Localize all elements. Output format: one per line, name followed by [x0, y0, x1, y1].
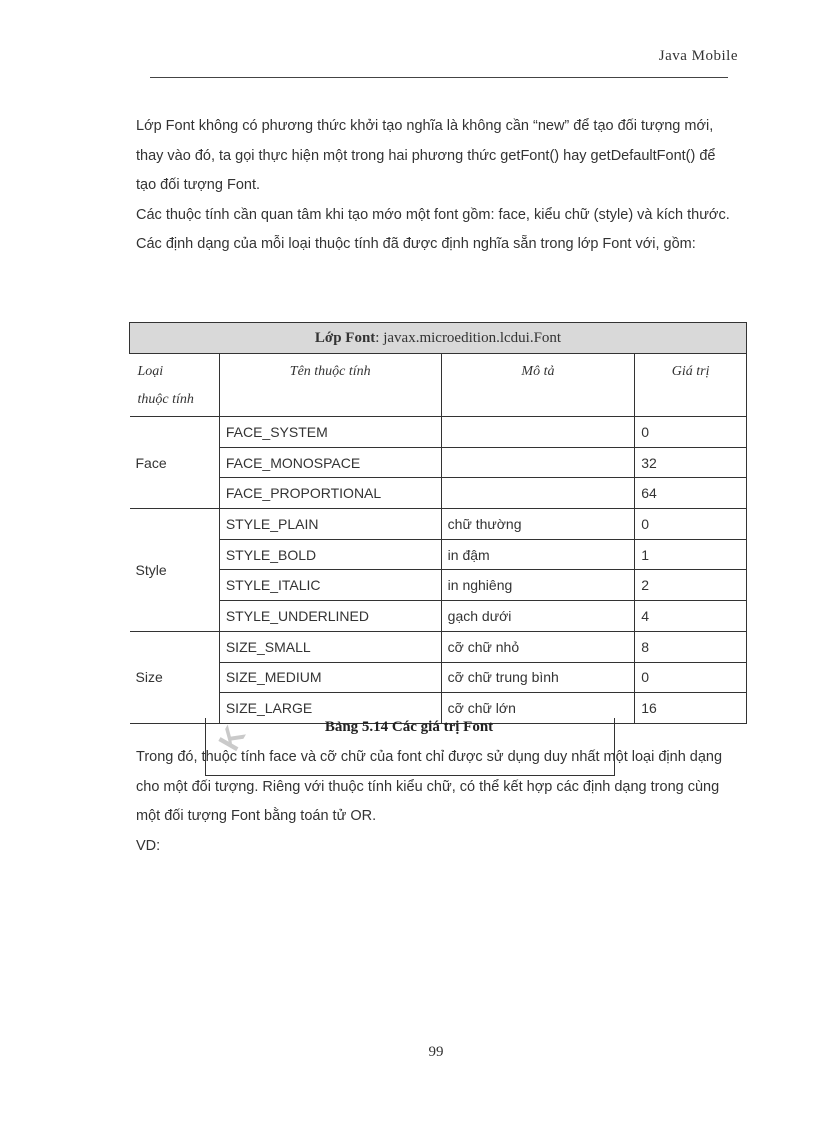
header-rule [150, 77, 728, 78]
cell-name: SIZE_SMALL [219, 631, 441, 662]
cell-name: FACE_SYSTEM [219, 417, 441, 448]
cell-value: 32 [635, 447, 747, 478]
cell-name: SIZE_LARGE [219, 693, 441, 724]
cell-value: 0 [635, 417, 747, 448]
cell-value: 2 [635, 570, 747, 601]
table-title-class: Lớp Font [314, 329, 376, 346]
cell-value: 1 [635, 539, 747, 570]
group-type-style: Style [130, 509, 220, 632]
header-value: Giá trị [635, 354, 747, 417]
table-row [130, 539, 747, 570]
table-row [130, 417, 747, 448]
table-row [130, 478, 747, 509]
after-paragraph-1: Trong đó, thuộc tính face và cỡ chữ của font chỉ được sử dụng duy nhất một loại định dạng cho một đối tượng. Riêng với thuộc tính kiểu chữ, có thể kết hợp các định dạng trong cùng một đối tượng Font bằng toán tử OR. [136, 749, 723, 824]
header-type-line2: thuộc tính [137, 392, 194, 407]
cell-value: 8 [635, 631, 747, 662]
cell-desc: cỡ chữ trung bình [441, 662, 635, 693]
cell-desc [441, 447, 635, 478]
cell-name: FACE_PROPORTIONAL [219, 478, 441, 509]
cell-name: SIZE_MEDIUM [219, 662, 441, 693]
header-desc: Mô tả [441, 354, 635, 417]
page-number: 99 [428, 1044, 444, 1060]
cell-name: STYLE_BOLD [219, 539, 441, 570]
cell-desc: cỡ chữ lớn [441, 693, 635, 724]
table-title-row [130, 323, 747, 354]
intro-text [136, 112, 736, 260]
cell-value: 16 [635, 693, 747, 724]
cell-name: STYLE_UNDERLINED [219, 601, 441, 632]
table-title-package: : javax.microedition.lcdui.Font [375, 329, 562, 346]
table-caption: Bảng 5.14 Các giá trị Font [324, 719, 494, 735]
intro-paragraph-2: Các thuộc tính cần quan tâm khi tạo mớo một font gồm: face, kiểu chữ (style) và kích thước. Các định dạng của mỗi loại thuộc tính đã được định nghĩa sẵn trong lớp Font với, gồm: [136, 206, 730, 252]
header-title: Java Mobile [658, 48, 738, 64]
cell-desc: in đậm [441, 539, 635, 570]
cell-desc: cỡ chữ nhỏ [441, 631, 635, 662]
cell-desc [441, 478, 635, 509]
header-name: Tên thuộc tính [219, 354, 441, 417]
cell-desc: chữ thường [441, 509, 635, 540]
table-header-row [130, 354, 747, 417]
cell-name: STYLE_PLAIN [219, 509, 441, 540]
after-paragraph-2: VD: [136, 837, 161, 854]
table-row [130, 570, 747, 601]
cell-value: 0 [635, 662, 747, 693]
group-type-face: Face [130, 417, 220, 509]
group-type-size: Size [130, 631, 220, 723]
watermark: K [212, 721, 253, 757]
cell-value: 4 [635, 601, 747, 632]
header-type-line1: Loại [137, 364, 164, 379]
cell-name: FACE_MONOSPACE [219, 447, 441, 478]
cell-desc: in nghiêng [441, 570, 635, 601]
cell-name: STYLE_ITALIC [219, 570, 441, 601]
after-text [136, 743, 736, 861]
cell-value: 0 [635, 509, 747, 540]
intro-paragraph-1: Lớp Font không có phương thức khởi tạo nghĩa là không cần “new” để tạo đối tượng mới, thay vào đó, ta gọi thực hiện một trong hai phương thức getFont() hay getDefaultFont() để tạo đối tượng Font. [136, 118, 716, 193]
table-row [130, 509, 747, 540]
header-type [130, 354, 220, 417]
font-table [129, 322, 747, 724]
table-row [130, 447, 747, 478]
cell-value: 64 [635, 478, 747, 509]
cell-desc: gạch dưới [441, 601, 635, 632]
table-row [130, 601, 747, 632]
cell-desc [441, 417, 635, 448]
table-title [130, 323, 747, 354]
table-row [130, 662, 747, 693]
table-row [130, 631, 747, 662]
